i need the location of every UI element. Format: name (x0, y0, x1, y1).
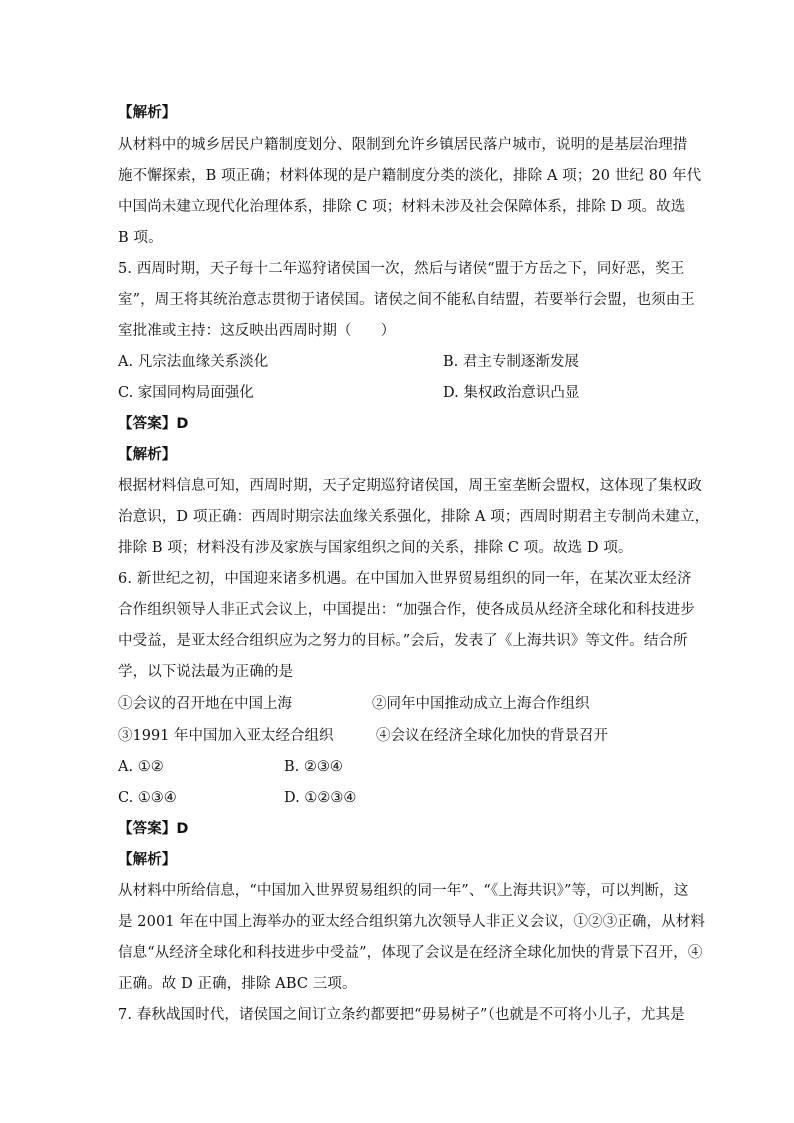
q5-stem-line: 室批准或主持：这反映出西周时期（ ） (118, 323, 396, 339)
q5-option-c: C. 家国同构局面强化 (118, 385, 254, 401)
q6-stem-line: 6. 新世纪之初，中国迎来诸多机遇。在中国加入世界贸易组织的同一年，在某次亚太经济 (118, 571, 692, 587)
q5-option-d: D. 集权政治意识凸显 (443, 385, 580, 401)
q7-stem-line: 7. 春秋战国时代，诸侯国之间订立条约都要把“毋易树子”（也就是不可将小儿子，尤其是 (118, 1007, 685, 1023)
q5-stem-line: 室”，周王将其统治意志贯彻于诸侯国。诸侯之间不能私自结盟，若要举行会盟，也须由王 (118, 292, 695, 308)
q5-answer: 【答案】D (118, 416, 189, 432)
q4-analysis-line: B 项。 (118, 230, 163, 246)
q5-option-a: A. 凡宗法血缘关系淡化 (118, 354, 269, 370)
q6-option-d: D. ①②③④ (284, 790, 357, 806)
q6-analysis-line: 信息“从经济全球化和科技进步中受益”，体现了会议是在经济全球化加快的背景下召开，④ (118, 945, 703, 961)
q6-statement-3: ③1991 年中国加入亚太经合组织 (118, 728, 334, 744)
q4-analysis-line: 从材料中的城乡居民户籍制度划分、限制到允许乡镇居民落户城市，说明的是基层治理措 (118, 137, 688, 153)
q6-analysis-heading: 【解析】 (118, 852, 177, 868)
q5-analysis-line: 排除 B 项；材料没有涉及家族与国家组织之间的关系，排除 C 项。故选 D 项。 (118, 540, 633, 556)
q4-analysis-heading: 【解析】 (118, 105, 177, 121)
q6-option-b: B. ②③④ (284, 759, 343, 775)
q6-option-c: C. ①③④ (118, 790, 177, 806)
q6-stem-line: 学，以下说法最为正确的是 (118, 664, 294, 680)
q6-analysis-line: 正确。故 D 正确，排除 ABC 三项。 (118, 976, 357, 992)
q6-statement-4: ④会议在经济全球化加快的背景召开 (376, 728, 608, 744)
q5-analysis-heading: 【解析】 (118, 447, 177, 463)
q6-statement-1: ①会议的召开地在中国上海 (118, 696, 292, 712)
q6-statement-2: ②同年中国推动成立上海合作组织 (372, 696, 590, 712)
q6-stem-line: 中受益，是亚太经合组织应为之努力的目标。”会后，发表了《上海共识》等文件。结合所 (118, 633, 688, 649)
q6-analysis-line: 是 2001 年在中国上海举办的亚太经合组织第九次领导人非正义会议，①②③正确，从材料 (118, 914, 705, 930)
q5-option-b: B. 君主专制逐渐发展 (443, 354, 579, 370)
q6-analysis-line: 从材料中所给信息，“中国加入世界贸易组织的同一年”、“《上海共识》”等，可以判断，这 (118, 883, 689, 899)
q6-answer: 【答案】D (118, 821, 189, 837)
q5-stem-line: 5. 西周时期，天子每十二年巡狩诸侯国一次，然后与诸侯“盟于方岳之下，同好恶，奖王 (118, 261, 685, 277)
q4-analysis-line: 施不懈探索，B 项正确；材料体现的是户籍制度分类的淡化，排除 A 项；20 世纪 80 年代 (118, 168, 702, 184)
q6-stem-line: 合作组织领导人非正式会议上，中国提出：“加强合作，使各成员从经济全球化和科技进步 (118, 602, 695, 618)
q5-analysis-line: 治意识，D 项正确：西周时期宗法血缘关系强化，排除 A 项；西周时期君主专制尚未建立， (118, 509, 710, 525)
q4-analysis-line: 中国尚未建立现代化治理体系，排除 C 项；材料未涉及社会保障体系，排除 D 项。故选 (118, 199, 686, 215)
q6-option-a: A. ①② (118, 759, 164, 775)
q5-analysis-line: 根据材料信息可知，西周时期，天子定期巡狩诸侯国，周王室垄断会盟权，这体现了集权政 (118, 478, 702, 494)
